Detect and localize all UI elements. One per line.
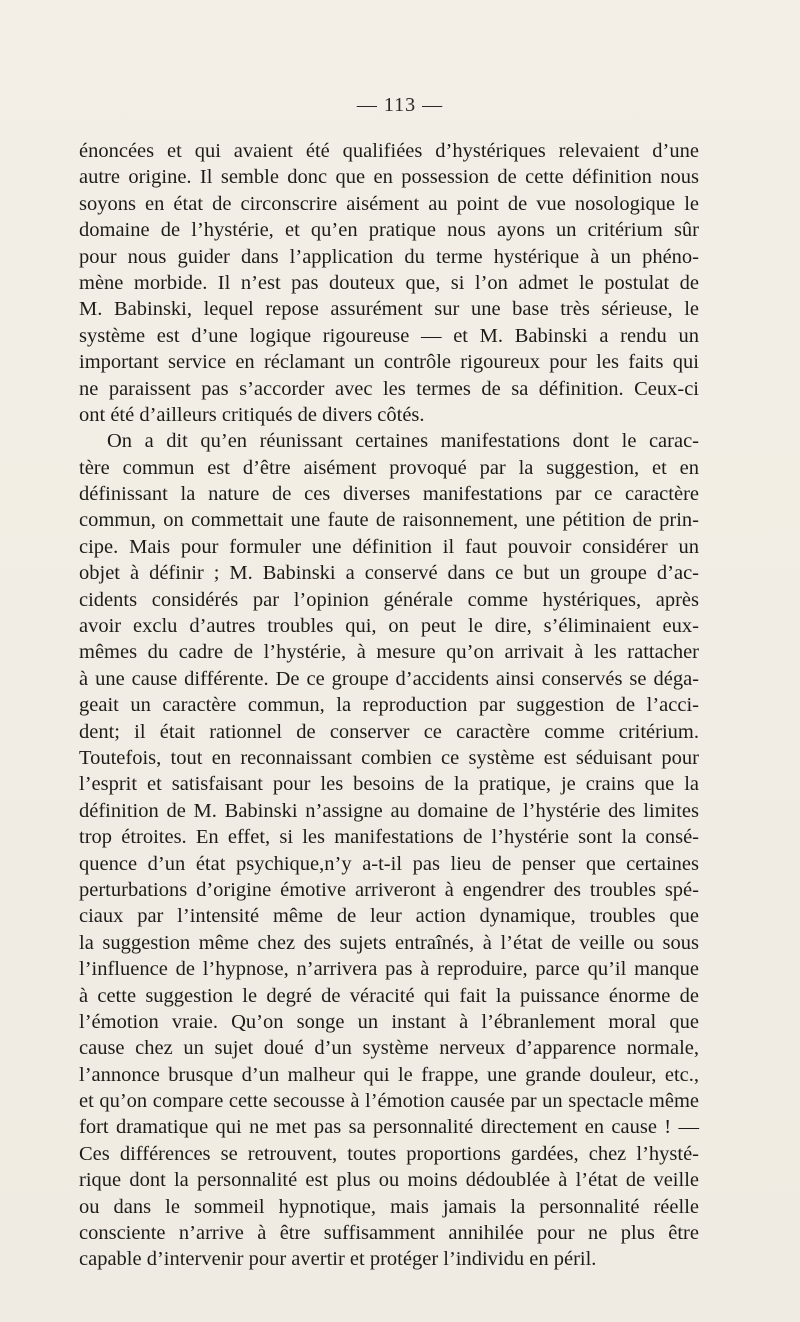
text-line: important service en réclamant un contrôle rigoureux pour les faits qui xyxy=(79,351,699,374)
text-line: M. Babinski, lequel repose assurément sur une base très sérieuse, le xyxy=(79,298,699,321)
text-line: énoncées et qui avaient été qualifiées d’hystériques relevaient d’une xyxy=(79,140,699,162)
text-line: l’annonce brusque d’un malheur qui le frappe, une grande douleur, etc., xyxy=(79,1063,699,1086)
text-line: trop étroites. En effet, si les manifestations de l’hystérie sont la consé- xyxy=(79,826,699,849)
text-line: Toutefois, tout en reconnaissant combien ce système est séduisant pour xyxy=(79,746,699,769)
text-line: rique dont la personnalité est plus ou moins dédoublée à l’état de veille xyxy=(79,1169,699,1192)
text-line: soyons en état de circonscrire aisément au point de vue nosologique le xyxy=(79,192,699,215)
text-line: définition de M. Babinski n’assigne au domaine de l’hystérie des limites xyxy=(79,799,699,822)
text-line: perturbations d’origine émotive arriveront à engendrer des troubles spé- xyxy=(79,878,699,901)
text-line: capable d’intervenir pour avertir et protéger l’individu en péril. xyxy=(79,1248,597,1271)
text-line: mêmes du cadre de l’hystérie, à mesure qu’on arrivait à les rattacher xyxy=(79,641,699,664)
text-line: fort dramatique qui ne met pas sa personnalité directement en cause ! — xyxy=(79,1116,699,1139)
text-line: définissant la nature de ces diverses manifestations par ce caractère xyxy=(79,483,699,506)
body-text xyxy=(79,138,699,1273)
text-line: la suggestion même chez des sujets entraînés, à l’état de veille ou sous xyxy=(79,931,699,954)
paragraph-start-line: On a dit qu’en réunissant certaines manifestations dont le carac- xyxy=(107,430,699,453)
text-line: à cette suggestion le degré de véracité qui fait la puissance énorme de xyxy=(79,984,699,1007)
text-line: consciente n’arrive à être suffisamment annihilée pour ne plus être xyxy=(79,1222,699,1245)
text-line: et qu’on compare cette secousse à l’émotion causée par un spectacle même xyxy=(79,1090,699,1113)
text-line: geait un caractère commun, la reproduction par suggestion de l’acci- xyxy=(79,694,699,717)
text-line: ne paraissent pas s’accorder avec les termes de sa définition. Ceux-ci xyxy=(79,377,699,400)
text-line: cipe. Mais pour formuler une définition il faut pouvoir considérer un xyxy=(79,535,699,558)
text-line: ont été d’ailleurs critiqués de divers côtés. xyxy=(79,403,425,426)
text-line: mène morbide. Il n’est pas douteux que, si l’on admet le postulat de xyxy=(79,271,699,294)
text-line: objet à définir ; M. Babinski a conservé dans ce but un groupe d’ac- xyxy=(79,562,699,585)
text-line: à une cause différente. De ce groupe d’accidents ainsi conservés se déga- xyxy=(79,667,699,690)
text-line: Ces différences se retrouvent, toutes proportions gardées, chez l’hysté- xyxy=(79,1142,699,1165)
text-line: commun, on commettait une faute de raisonnement, une pétition de prin- xyxy=(79,509,699,532)
text-line: dent; il était rationnel de conserver ce caractère comme critérium. xyxy=(79,720,699,743)
text-line: avoir exclu d’autres troubles qui, on peut le dire, s’éliminaient eux- xyxy=(79,615,699,638)
text-line: cidents considérés par l’opinion générale comme hystériques, après xyxy=(79,588,699,611)
page-number: — 113 — xyxy=(356,94,444,116)
text-line: pour nous guider dans l’application du terme hystérique à un phéno- xyxy=(79,245,699,268)
text-line: l’esprit et satisfaisant pour les besoins de la pratique, je crains que la xyxy=(79,773,699,796)
text-line: ciaux par l’intensité même de leur action dynamique, troubles que xyxy=(79,905,699,928)
text-line: ou dans le sommeil hypnotique, mais jamais la personnalité réelle xyxy=(79,1195,699,1218)
text-line: système est d’une logique rigoureuse — et M. Babinski a rendu un xyxy=(79,324,699,347)
text-line: autre origine. Il semble donc que en possession de cette définition nous xyxy=(79,166,699,189)
text-line: l’émotion vraie. Qu’on songe un instant à l’ébranlement moral que xyxy=(79,1010,699,1033)
text-line: l’influence de l’hypnose, n’arrivera pas à reproduire, parce qu’il manque xyxy=(79,958,699,981)
text-line: tère commun est d’être aisément provoqué par la suggestion, et en xyxy=(79,456,699,479)
text-line: quence d’un état psychique,n’y a-t-il pas lieu de penser que certaines xyxy=(79,852,699,875)
text-line: domaine de l’hystérie, et qu’en pratique nous ayons un critérium sûr xyxy=(79,219,699,242)
text-line: cause chez un sujet doué d’un système nerveux d’apparence normale, xyxy=(79,1037,699,1060)
